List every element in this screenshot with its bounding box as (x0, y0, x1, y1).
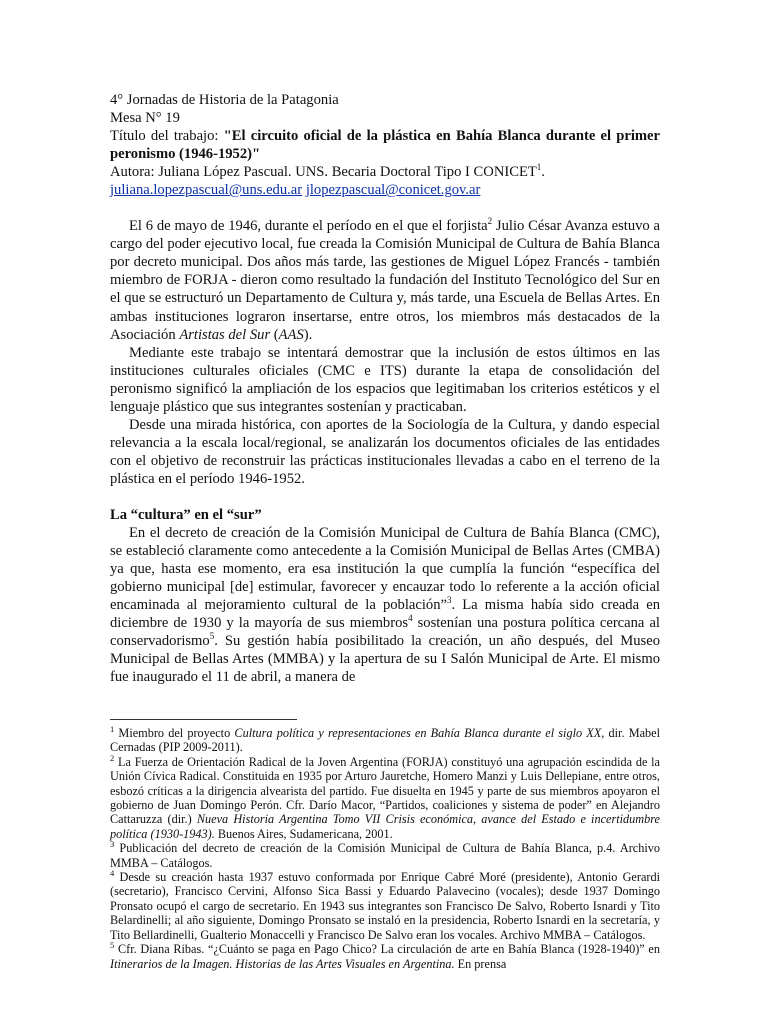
footnote-2-italic: Nueva Historia Argentina Tomo VII Crisis económica, avance del Estado e incertidumbre política (1930-1943). (110, 812, 660, 841)
footnote-5-text-b: En prensa (454, 956, 507, 971)
footnote-5 (110, 942, 660, 971)
footnote-number-4: 4 (110, 867, 115, 878)
email-link-uns[interactable]: juliana.lopezpascual@uns.edu.ar (110, 182, 303, 199)
p1-text-b: Julio César Avanza estuvo a cargo del poder ejecutivo local, fue creada la Comisión Municipal de Cultura de Bahía Blanca por decreto municipal. Dos años más tarde, las gestiones de Miguel López Francés - también miembro de FORJA - dieron como resultado la fundación del Instituto Tecnológico del Sur en el que se estructuró un Departamento de Cultura y, más tarde, una Escuela de Bellas Artes. En ambas instituciones lograron insertarse, entre otros, los miembros más destacados de la Asociación (110, 218, 661, 343)
footnote-3-text: Publicación del decreto de creación de la Comisión Municipal de Cultura de Bahía Blanca, p.4. Archivo MMBA – Catálogos. (110, 841, 660, 870)
footnote-4-text: Desde su creación hasta 1937 estuvo conformada por Enrique Cabré Moré (presidente), Antonio Gerardi (secretario), Francisco Cervini, Alfonso Sica Bassi y Eduardo Palavecino (vocales); desde 1937 Domingo Pronsato ocupó el cargo de secretario. En 1943 sus integrantes son Francisco De Salvo, Roberto Isnardi y Tito Belardinelli; al año siguiente, Domingo Pronsato se instaló en la presidencia, Roberto Isnardi en la secretaría, y Tito Bellardinelli, Gualterio Monaccelli y Francisco De Salvo eran los vocales. Archivo MMBA – Catálogos. (110, 870, 660, 942)
table-number: Mesa N° 19 (110, 110, 180, 127)
email-link-conicet[interactable]: jlopezpascual@conicet.gov.ar (305, 182, 481, 199)
footnote-ref-5[interactable]: 5 (209, 631, 215, 642)
footnote-2-text-b: Buenos Aires, Sudamericana, 2001. (214, 826, 393, 841)
footnote-number-2: 2 (110, 752, 115, 763)
footnote-number-1: 1 (110, 723, 115, 734)
footnote-4 (110, 867, 660, 942)
p1-text-a: El 6 de mayo de 1946, durante el período en el que el forjista (129, 218, 488, 235)
footnote-2 (110, 752, 660, 841)
spacer (110, 488, 660, 506)
p1-italic-aas: AAS (278, 326, 304, 343)
footnote-number-5: 5 (110, 940, 115, 951)
footnote-1-text-b: , dir. Mabel Cernadas (PIP 2009-2011). (110, 726, 660, 755)
p1-text-c: ( (270, 326, 279, 343)
main-text (110, 91, 660, 686)
work-title-text: "El circuito oficial de la plástica en Bahía Blanca durante el primer peronismo (1946-1952)" (110, 128, 660, 163)
p1-text-d: ). (303, 326, 313, 343)
author-line (110, 163, 660, 181)
footnote-1-text-a: Miembro del proyecto (114, 726, 235, 740)
footnote-ref-3[interactable]: 3 (446, 595, 452, 606)
footnote-ref-1[interactable]: 1 (536, 162, 542, 173)
footnote-1 (110, 723, 660, 755)
footnote-2-text-a: La Fuerza de Orientación Radical de la Joven Argentina (FORJA) constituyó una agrupación escindida de la Unión Cívica Radical. Constituida en 1935 por Arturo Jauretche, Homero Manzi y Luis Dellepiane, entre otros, esbozó críticas a la dirigencia alvearista del partido. Fue disuelta en 1945 y parte de sus miembros apoyaron el gobierno de Juan Domingo Perón. Cfr. Darío Macor, “Partidos, coaliciones y sistema de poder” en Alejandro Cattaruzza (dir.) (110, 754, 660, 827)
email-line (110, 181, 660, 199)
author-end: . (541, 164, 545, 181)
p4-text-c: sostenían una postura política cercana al conservadorismo (110, 615, 660, 650)
footnote-3 (110, 841, 660, 870)
p4-text-b: . La misma había sido creada en diciembre de 1930 y la mayoría de sus miembros (110, 597, 660, 632)
p4-text-d: . Su gestión había posibilitado la creación, un año después, del Museo Municipal de Bellas Artes (MMBA) y la apertura de su I Salón Municipal de Arte. El mismo fue inaugurado el 11 de abril, a manera de (110, 633, 660, 686)
section-title: La “cultura” en el “sur” (110, 506, 262, 523)
paragraph-3: Desde una mirada histórica, con aportes de la Sociología de la Cultura, y dando especial relevancia a la escala local/regional, se analizarán los documentos oficiales de las entidades con el objetivo de reconstruir las prácticas institucionales llevadas a cabo en el terreno de la plástica en el período 1946-1952. (110, 416, 660, 487)
footnote-ref-4[interactable]: 4 (408, 613, 413, 624)
work-title-label: Título del trabajo: (110, 128, 224, 145)
author-text: Autora: Juliana López Pascual. UNS. Becaria Doctoral Tipo I CONICET (110, 164, 537, 181)
paragraph-2: Mediante este trabajo se intentará demostrar que la inclusión de estos últimos en las instituciones culturales oficiales (CMC e ITS) durante la etapa de consolidación del peronismo significó la ampliación de los espacios que legitimaban los criterios estéticos y el lenguaje plástico que sus integrantes sostenían y practicaban. (110, 344, 660, 415)
paragraph-4 (110, 524, 660, 686)
event-title: 4° Jornadas de Historia de la Patagonia (110, 92, 339, 108)
p4-text-a: En el decreto de creación de la Comisión Municipal de Cultura de Bahía Blanca (CMC), se estableció claramente como antecedente a la Comisión Municipal de Bellas Artes (CMBA) ya que, hasta ese momento, era esa institución la que cumplía la función “específica del gobierno municipal [de] estimular, favorecer y encauzar todo lo referente a la acción oficial encaminada al mejoramiento cultural de la población” (110, 525, 660, 614)
footnote-5-italic: Itinerarios de la Imagen. Historias de las Artes Visuales en Argentina. (110, 956, 455, 971)
footnotes (110, 723, 660, 971)
footnote-number-3: 3 (110, 839, 115, 850)
footnote-1-italic: Cultura política y representaciones en Bahía Blanca durante el siglo XX (234, 726, 602, 740)
footnote-5-text-a: Cfr. Diana Ribas. “¿Cuánto se paga en Pago Chico? La circulación de arte en Bahía Blanca (1928-1940)” en (114, 942, 660, 957)
work-title (110, 127, 660, 163)
footnote-separator (110, 719, 297, 720)
spacer (110, 199, 660, 217)
p1-italic-association: Artistas del Sur (179, 326, 271, 343)
footnote-ref-2[interactable]: 2 (487, 216, 493, 227)
paragraph-1 (110, 217, 660, 343)
